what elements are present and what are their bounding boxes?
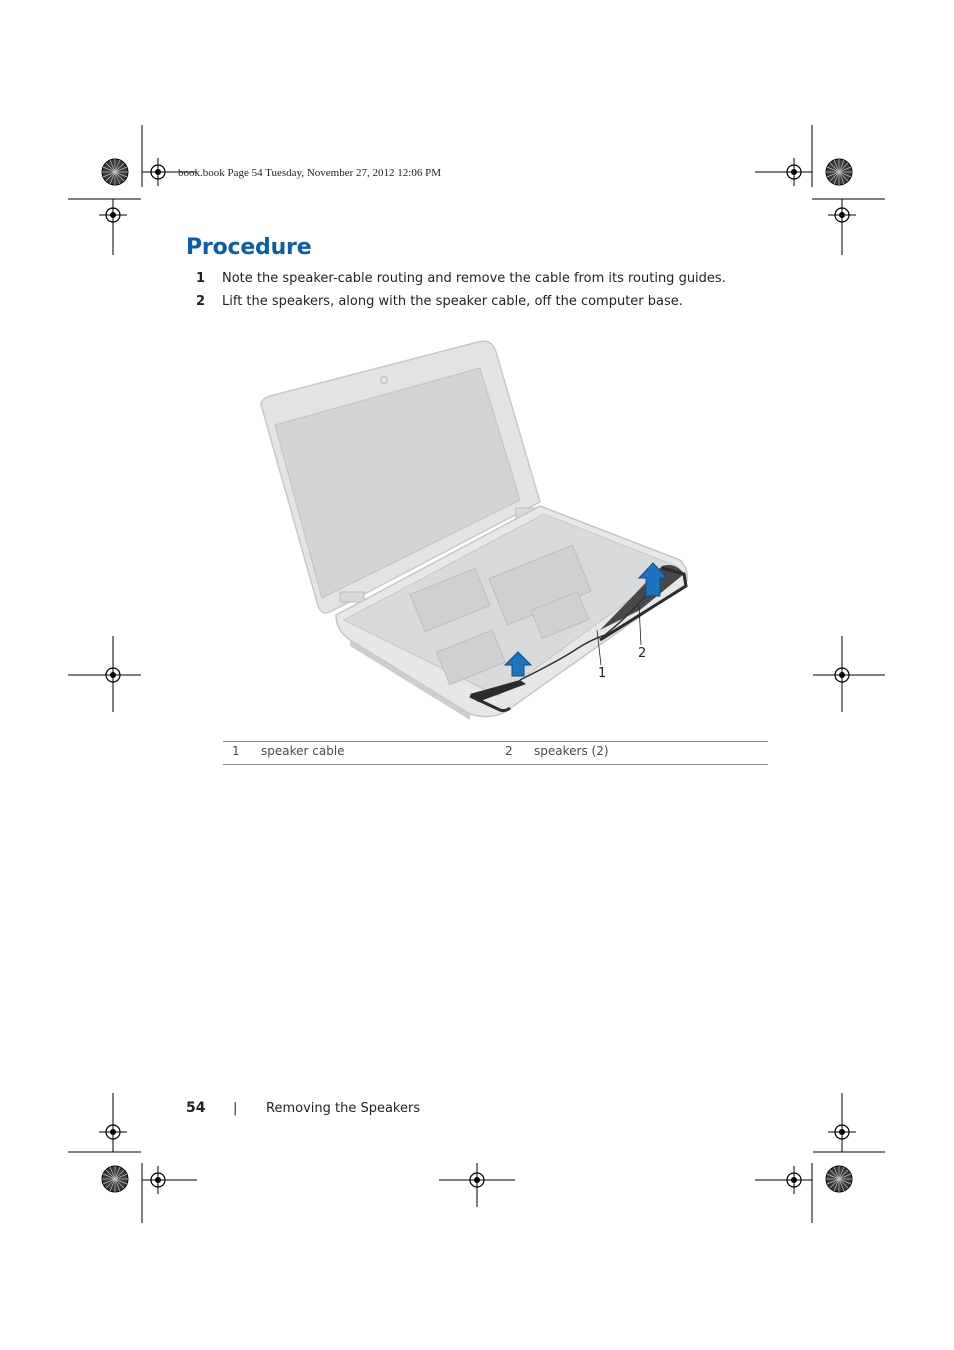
callout-1: 1 [598,666,607,681]
table-bottom-rule [223,764,768,765]
legend-label: speakers (2) [534,744,609,758]
legend-number: 1 [232,744,240,758]
table-top-rule [223,741,768,742]
legend-label: speaker cable [261,744,345,758]
footer-chapter: Removing the Speakers [266,1101,421,1116]
callout-2: 2 [638,646,647,661]
step-number: 2 [196,294,206,309]
step-text: Lift the speakers, along with the speaker cable, off the computer base. [222,294,683,309]
step-number: 1 [196,271,206,286]
footer-separator: | [233,1101,238,1116]
legend-number: 2 [505,744,513,758]
print-slug: book.book Page 54 Tuesday, November 27, 2012 12:06 PM [178,167,441,179]
section-title: Procedure [186,235,312,260]
page-number: 54 [186,1100,206,1116]
step-text: Note the speaker-cable routing and remove the cable from its routing guides. [222,271,726,286]
